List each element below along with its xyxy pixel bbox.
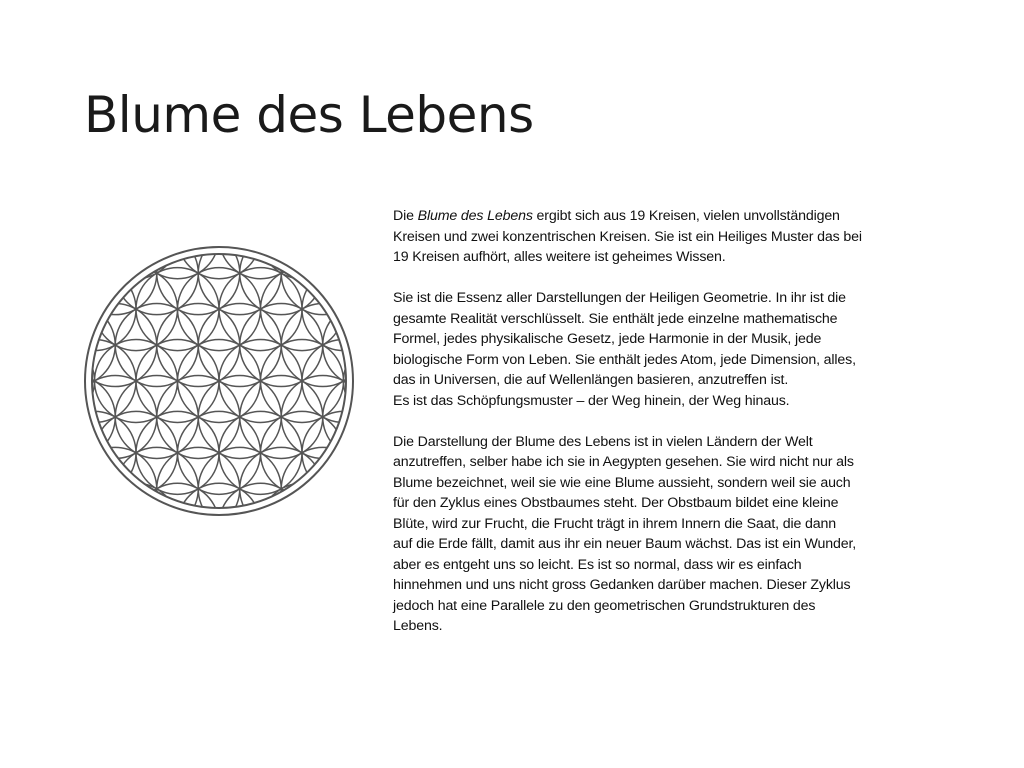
- text-line: Es ist das Schöpfungsmuster – der Weg hinein, der Weg hinaus.: [393, 392, 790, 409]
- text-line: anzutreffen, selber habe ich sie in Aegypten gesehen. Sie wird nicht nur als: [393, 454, 854, 470]
- paragraph-3: [393, 432, 933, 637]
- text-line: auf die Erde fällt, damit aus ihr ein neuer Baum wächst. Das ist ein Wunder,: [393, 536, 857, 552]
- flower-circle: [95, 246, 178, 279]
- text-line: Blume bezeichnet, weil sie wie eine Blume aussieht, sondern weil sie auch: [393, 474, 851, 491]
- text-line: aber es entgeht uns so leicht. Es ist so normal, dass wir es einfach: [393, 556, 802, 573]
- flower-of-life-figure: [84, 246, 354, 516]
- paragraph-2: [393, 288, 933, 411]
- text-line: Die Darstellung der Blume des Lebens ist in vielen Ländern der Welt: [393, 433, 813, 450]
- flower-circle: [261, 483, 344, 516]
- text-line: 19 Kreisen aufhört, alles weitere ist geheimes Wissen.: [393, 249, 726, 265]
- text-segment: Die: [393, 208, 418, 224]
- flower-of-life-icon: [84, 246, 354, 516]
- italic-term: Blume des Lebens: [417, 208, 533, 224]
- text-line: für den Zyklus eines Obstbaumes steht. Der Obstbaum bildet eine kleine: [393, 495, 839, 511]
- paragraph-1: [393, 206, 933, 268]
- flower-circle: [95, 483, 178, 516]
- slide-title: Blume des Lebens: [84, 86, 534, 144]
- flower-circle: [219, 483, 302, 516]
- text-line: [393, 206, 933, 227]
- flower-circle: [136, 483, 219, 516]
- body-text: [393, 206, 933, 637]
- text-line: gesamte Realität verschlüsselt. Sie enthält jede einzelne mathematische: [393, 310, 838, 327]
- flower-circle: [261, 246, 344, 279]
- text-line: hinnehmen und uns nicht gross Gedanken darüber machen. Dieser Zyklus: [393, 577, 851, 593]
- text-line: Lebens.: [393, 618, 443, 634]
- text-line: Blüte, wird zur Frucht, die Frucht trägt in ihrem Innern die Saat, die dann: [393, 515, 836, 532]
- text-line: das in Universen, die auf Wellenlängen basieren, anzutreffen ist.: [393, 372, 789, 388]
- text-segment: ergibt sich aus 19 Kreisen, vielen unvollständigen: [532, 208, 840, 224]
- text-line: biologische Form von Leben. Sie enthält jedes Atom, jede Dimension, alles,: [393, 351, 856, 368]
- text-line: Kreisen und zwei konzentrischen Kreisen. Sie ist ein Heiliges Muster das bei: [393, 228, 862, 245]
- text-line: Sie ist die Essenz aller Darstellungen der Heiligen Geometrie. In ihr ist die: [393, 290, 846, 306]
- flower-circle: [136, 246, 219, 279]
- flower-circle: [219, 246, 302, 279]
- text-line: jedoch hat eine Parallele zu den geometrischen Grundstrukturen des: [393, 597, 816, 614]
- text-line: Formel, jedes physikalische Gesetz, jede Harmonie in der Musik, jede: [393, 331, 822, 347]
